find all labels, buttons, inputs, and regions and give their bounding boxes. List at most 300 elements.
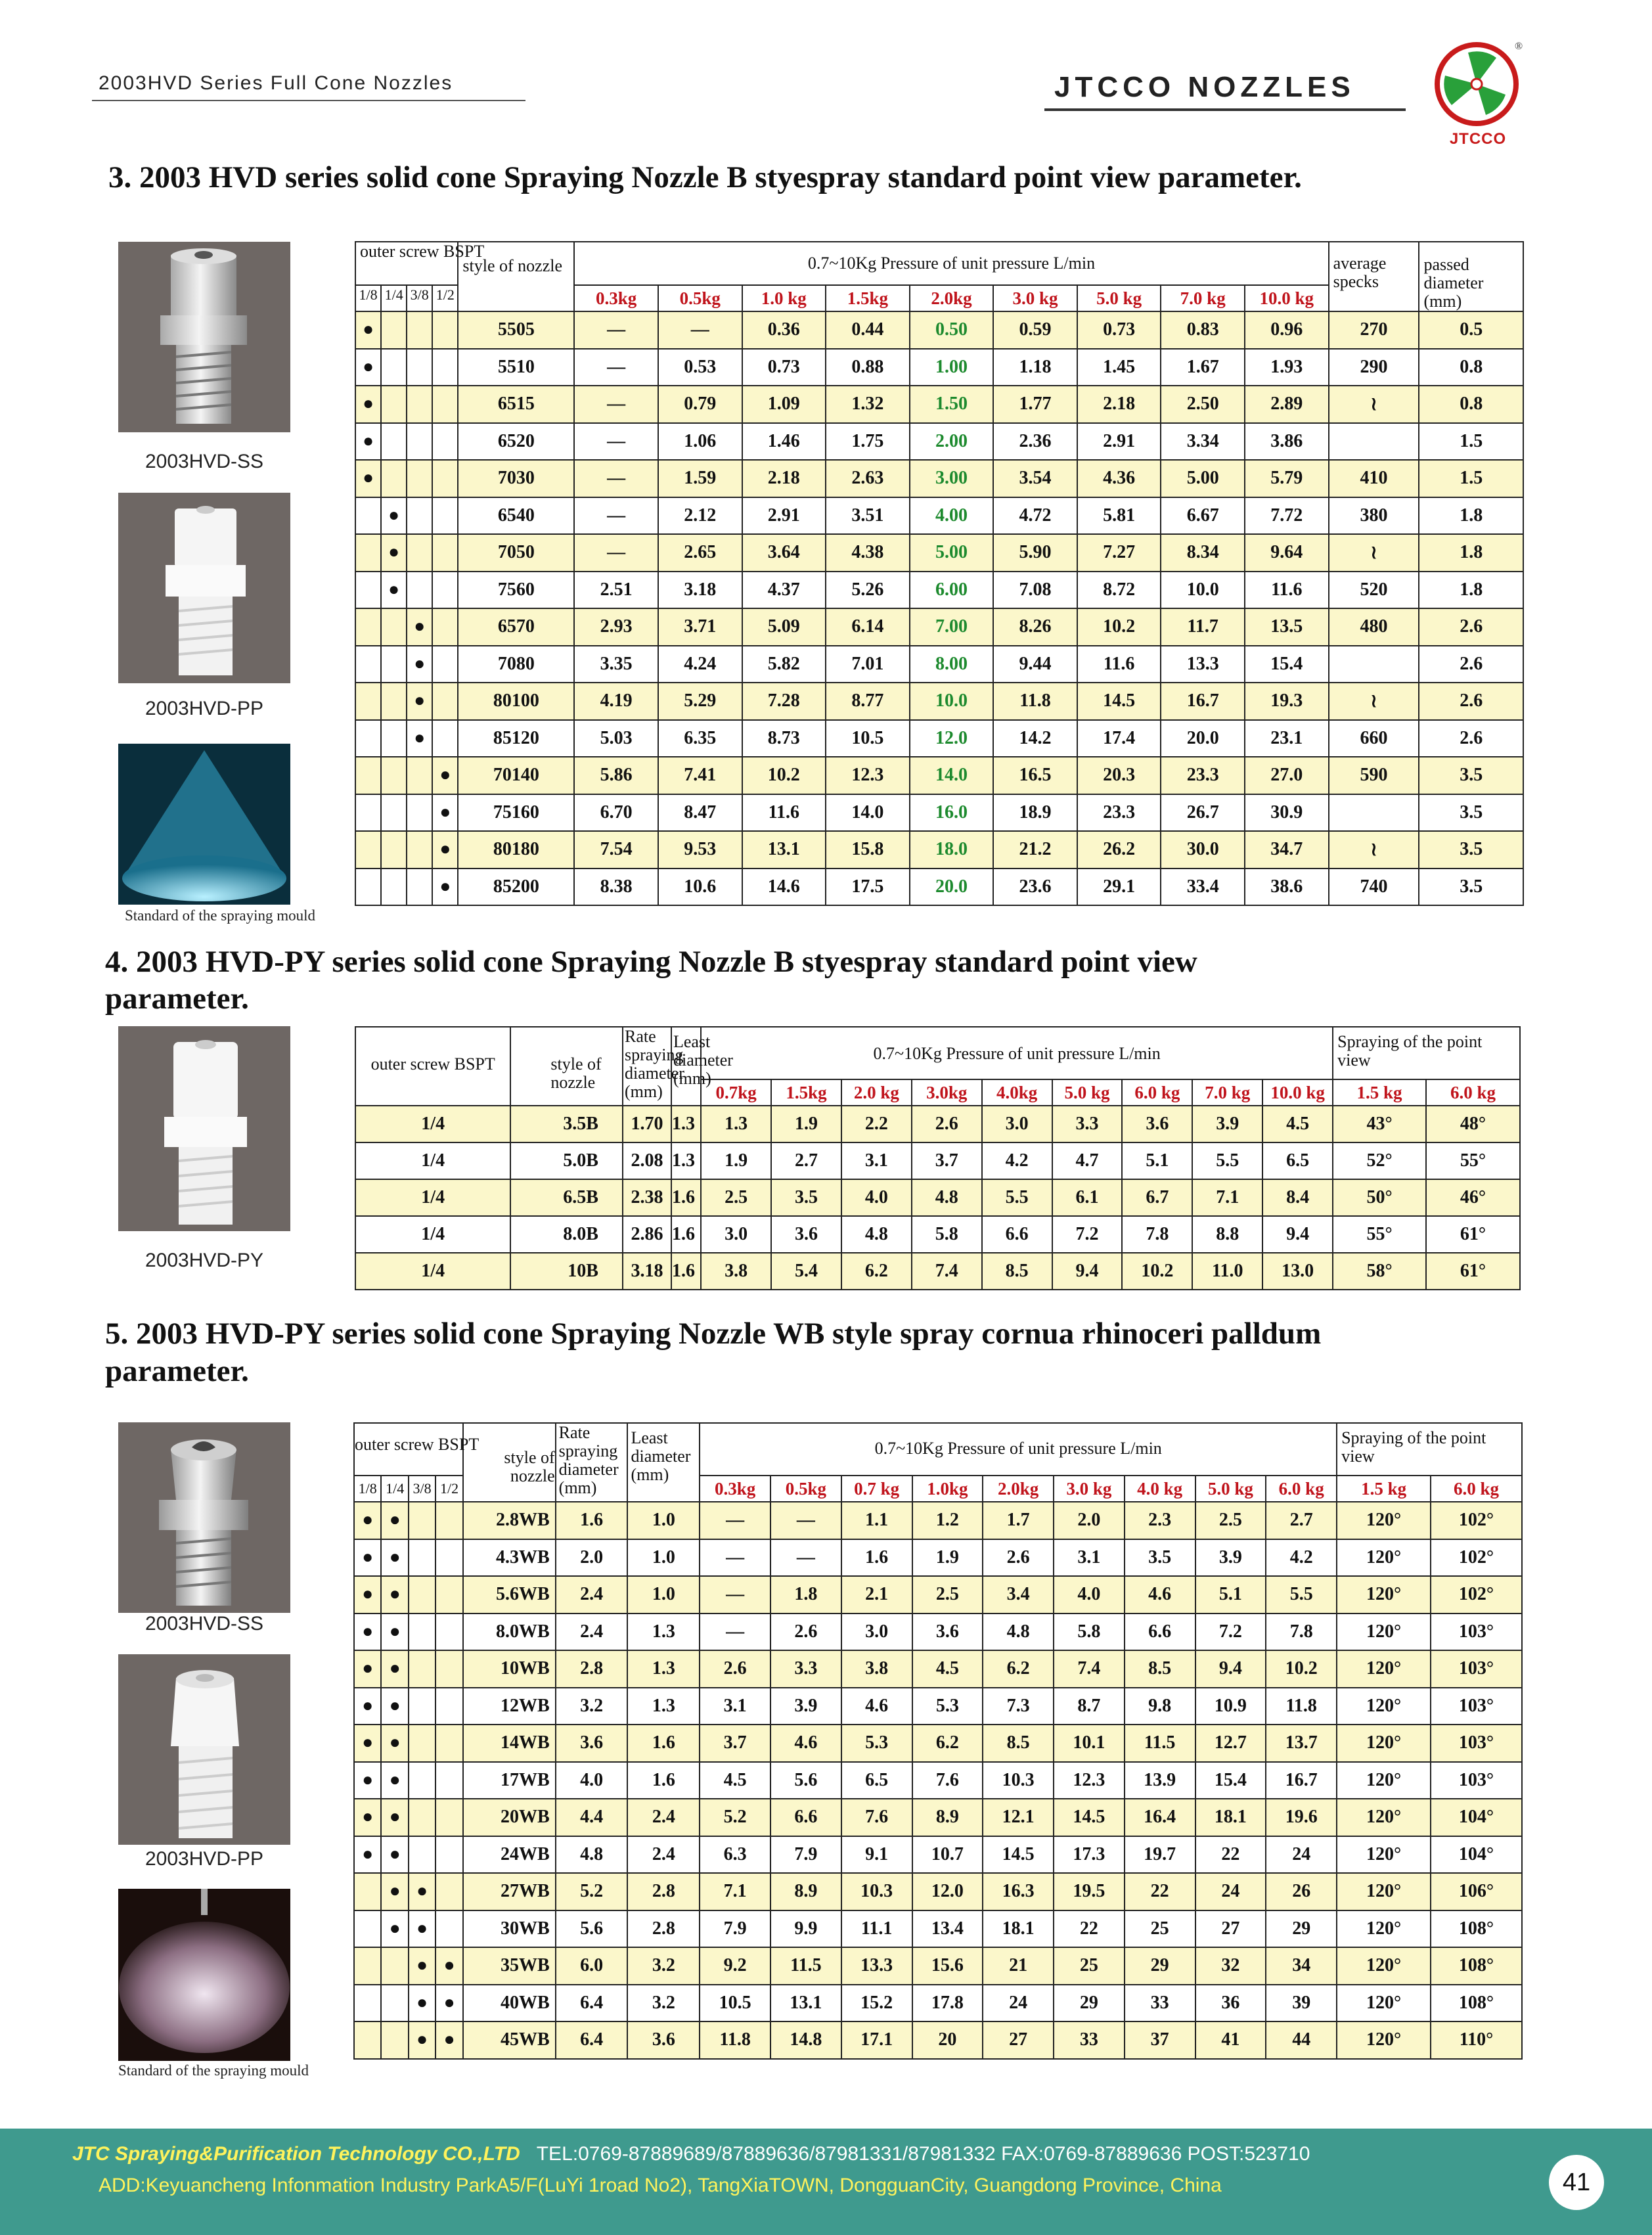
- photo-hvd-ss: [118, 242, 290, 432]
- flow-value-cell: 7.6: [912, 1762, 983, 1799]
- flow-value-cell: —: [700, 1614, 770, 1651]
- h5-size-0: 1/8: [354, 1476, 381, 1502]
- h-style-of-nozzle: style of nozzle: [458, 242, 574, 311]
- flow-value-cell: 2.1: [841, 1576, 912, 1614]
- table-row: [354, 1836, 1522, 1874]
- section3-table: [355, 241, 1524, 906]
- flow-value-cell: 14.5: [983, 1836, 1054, 1874]
- average-specks-cell: 520: [1329, 572, 1419, 609]
- size-dot-cell: ●: [435, 1947, 462, 1985]
- flow-value-cell: 29: [1266, 1910, 1337, 1948]
- flow-value-cell: 15.2: [841, 1985, 912, 2022]
- flow-value-cell: 19.5: [1054, 1873, 1125, 1910]
- size-dot-cell: ●: [435, 2021, 462, 2059]
- caption-hvd-pp: 2003HVD-PP: [145, 698, 264, 719]
- flow-value-cell: —: [574, 534, 658, 572]
- flow-value-cell: 5.1: [1195, 1576, 1266, 1614]
- flow-value-cell: 1.32: [826, 386, 910, 423]
- flow-value-cell: 1.9: [912, 1539, 983, 1577]
- flow-value-cell: 41: [1195, 2021, 1266, 2059]
- flow-value-cell: 5.3: [912, 1688, 983, 1725]
- size-dot-cell: [409, 1539, 435, 1577]
- spray-angle-cell: 108°: [1431, 1910, 1522, 1948]
- flow-value-cell: 9.1: [841, 1836, 912, 1874]
- flow-value-cell: 23.1: [1245, 720, 1329, 757]
- flow-value-cell: 3.34: [1161, 423, 1245, 461]
- flow-value-cell: 1.2: [912, 1502, 983, 1539]
- table-row: [354, 1650, 1522, 1688]
- flow-value-cell: 9.64: [1245, 534, 1329, 572]
- flow-value-cell: 3.18: [658, 572, 742, 609]
- spray-angle-cell: 120°: [1337, 1947, 1431, 1985]
- size-dot-cell: [355, 608, 381, 646]
- size-dot-cell: [409, 1725, 435, 1762]
- flow-value-cell: 23.6: [993, 869, 1077, 906]
- h4-pressure-0: 0.7kg: [701, 1079, 771, 1106]
- nozzle-style-cell: 24WB: [463, 1836, 556, 1874]
- table-row: [355, 757, 1523, 794]
- spray-angle-cell: 103°: [1431, 1614, 1522, 1651]
- flow-value-cell: 8.9: [912, 1799, 983, 1836]
- size-dot-cell: [432, 460, 458, 497]
- table-row: [354, 1799, 1522, 1836]
- section4-title-line2: parameter.: [105, 982, 249, 1016]
- size-dot-cell: [355, 831, 381, 869]
- nozzle-style-cell: 85120: [458, 720, 574, 757]
- least-diameter-cell: 1.0: [627, 1576, 700, 1614]
- nozzle-style-cell: 20WB: [463, 1799, 556, 1836]
- h3-pressure-3: 1.5kg: [826, 285, 910, 311]
- nozzle-style-cell: 2.8WB: [463, 1502, 556, 1539]
- table-row: [354, 1762, 1522, 1799]
- flow-value-cell: 27: [1195, 1910, 1266, 1948]
- flow-value-cell: 4.8: [841, 1216, 912, 1253]
- size-dot-cell: [409, 1762, 435, 1799]
- h3-pressure-4: 2.0kg: [910, 285, 994, 311]
- size-dot-cell: [355, 869, 381, 906]
- h3-size-3: 1/2: [432, 285, 458, 311]
- flow-value-cell: 14.2: [993, 720, 1077, 757]
- flow-value-cell: 3.54: [993, 460, 1077, 497]
- size-dot-cell: [435, 1614, 462, 1651]
- spray-angle-cell: 120°: [1337, 1873, 1431, 1910]
- size-dot-cell: [354, 1910, 381, 1948]
- nozzle-style-cell: 6515: [458, 386, 574, 423]
- table-row: [355, 794, 1523, 832]
- nozzle-style-cell: 85200: [458, 869, 574, 906]
- flow-value-cell: 3.6: [1122, 1106, 1192, 1142]
- flow-value-cell: 3.9: [1192, 1106, 1262, 1142]
- size-dot-cell: ●: [409, 1910, 435, 1948]
- flow-value-cell: 4.6: [841, 1688, 912, 1725]
- flow-value-cell: 16.7: [1266, 1762, 1337, 1799]
- flow-value-cell: 6.00: [910, 572, 994, 609]
- nozzle-style-cell: 45WB: [463, 2021, 556, 2059]
- flow-value-cell: 4.37: [742, 572, 826, 609]
- average-specks-cell: 740: [1329, 869, 1419, 906]
- least-diameter-cell: 2.8: [627, 1910, 700, 1948]
- flow-value-cell: 5.5: [1192, 1142, 1262, 1179]
- size-dot-cell: ●: [409, 1985, 435, 2022]
- h5-size-1: 1/4: [381, 1476, 408, 1502]
- flow-value-cell: 11.7: [1161, 608, 1245, 646]
- flow-value-cell: 5.26: [826, 572, 910, 609]
- h3-pressure-6: 5.0 kg: [1077, 285, 1161, 311]
- spray-angle-cell: 106°: [1431, 1873, 1522, 1910]
- flow-value-cell: 4.2: [1266, 1539, 1337, 1577]
- flow-value-cell: 7.54: [574, 831, 658, 869]
- flow-value-cell: 1.59: [658, 460, 742, 497]
- photo-spray-mould-blue: [118, 744, 290, 905]
- flow-value-cell: 4.2: [982, 1142, 1052, 1179]
- flow-value-cell: 5.5: [1266, 1576, 1337, 1614]
- size-dot-cell: ●: [381, 1502, 408, 1539]
- h3-pressure-2: 1.0 kg: [742, 285, 826, 311]
- size-dot-cell: [354, 2021, 381, 2059]
- size-dot-cell: [381, 794, 407, 832]
- flow-value-cell: 3.7: [700, 1725, 770, 1762]
- flow-value-cell: 9.53: [658, 831, 742, 869]
- flow-value-cell: 7.28: [742, 683, 826, 720]
- flow-value-cell: 6.3: [700, 1836, 770, 1874]
- flow-value-cell: 3.3: [770, 1650, 841, 1688]
- flow-value-cell: 8.5: [983, 1725, 1054, 1762]
- flow-value-cell: 8.77: [826, 683, 910, 720]
- flow-value-cell: 4.36: [1077, 460, 1161, 497]
- flow-value-cell: 4.0: [841, 1179, 912, 1216]
- passed-diameter-cell: 1.8: [1419, 534, 1523, 572]
- size-dot-cell: ●: [354, 1799, 381, 1836]
- flow-value-cell: 5.6: [770, 1762, 841, 1799]
- flow-value-cell: 6.70: [574, 794, 658, 832]
- size-dot-cell: ●: [409, 1947, 435, 1985]
- average-specks-cell: [1329, 794, 1419, 832]
- spray-angle-cell: 55°: [1333, 1216, 1426, 1253]
- rate-diameter-cell: 6.4: [556, 1985, 628, 2022]
- least-diameter-cell: 1.6: [671, 1253, 701, 1290]
- size-dot-cell: [409, 1836, 435, 1874]
- flow-value-cell: 7.9: [770, 1836, 841, 1874]
- size-dot-cell: [381, 1947, 408, 1985]
- spray-angle-cell: 120°: [1337, 1985, 1431, 2022]
- section5-title-line2: parameter.: [105, 1354, 249, 1388]
- table-row: [354, 1947, 1522, 1985]
- average-specks-cell: ≀: [1329, 831, 1419, 869]
- flow-value-cell: 29.1: [1077, 869, 1161, 906]
- photo-hvd-py: [118, 1026, 290, 1231]
- least-diameter-cell: 1.3: [671, 1142, 701, 1179]
- plastic-nozzle-wb-icon: [118, 1654, 290, 1845]
- flow-value-cell: —: [770, 1539, 841, 1577]
- flow-value-cell: 10.2: [1122, 1253, 1192, 1290]
- size-dot-cell: [409, 1650, 435, 1688]
- flow-value-cell: 37: [1125, 2021, 1195, 2059]
- least-diameter-cell: 1.3: [627, 1614, 700, 1651]
- spray-angle-cell: 46°: [1426, 1179, 1520, 1216]
- section3-title: 3. 2003 HVD series solid cone Spraying Nozzle B styespray standard point view parameter.: [108, 160, 1302, 194]
- rate-diameter-cell: 2.38: [623, 1179, 671, 1216]
- nozzle-style-cell: 75160: [458, 794, 574, 832]
- flow-value-cell: 17.5: [826, 869, 910, 906]
- flow-value-cell: 3.5: [1125, 1539, 1195, 1577]
- nozzle-style-cell: 10WB: [463, 1650, 556, 1688]
- least-diameter-cell: 1.6: [627, 1725, 700, 1762]
- size-dot-cell: [355, 534, 381, 572]
- flow-value-cell: 2.00: [910, 423, 994, 461]
- flow-value-cell: 1.77: [993, 386, 1077, 423]
- flow-value-cell: 23.3: [1077, 794, 1161, 832]
- flow-value-cell: 12.7: [1195, 1725, 1266, 1762]
- size-dot-cell: ●: [381, 1910, 408, 1948]
- jtcco-logo: [1432, 39, 1524, 151]
- photo-hvd-pp-2: [118, 1654, 290, 1845]
- flow-value-cell: 18.1: [983, 1910, 1054, 1948]
- nozzle-style-cell: 6520: [458, 423, 574, 461]
- table-row: [355, 720, 1523, 757]
- flow-value-cell: 0.73: [742, 349, 826, 386]
- flow-value-cell: 7.6: [841, 1799, 912, 1836]
- h4-pressure-3: 3.0kg: [912, 1079, 982, 1106]
- flow-value-cell: 1.3: [701, 1106, 771, 1142]
- flow-value-cell: 22: [1054, 1910, 1125, 1948]
- table-row: [354, 1910, 1522, 1948]
- nozzle-style-cell: 6570: [458, 608, 574, 646]
- nozzle-style-cell: 5505: [458, 311, 574, 349]
- flow-value-cell: 9.9: [770, 1910, 841, 1948]
- rate-diameter-cell: 4.4: [556, 1799, 628, 1836]
- flow-value-cell: 1.46: [742, 423, 826, 461]
- flow-value-cell: 6.67: [1161, 497, 1245, 535]
- flow-value-cell: 12.1: [983, 1799, 1054, 1836]
- size-dot-cell: [407, 869, 432, 906]
- flow-value-cell: 11.6: [1245, 572, 1329, 609]
- flow-value-cell: 21.2: [993, 831, 1077, 869]
- flow-value-cell: 10.2: [742, 757, 826, 794]
- size-dot-cell: [435, 1762, 462, 1799]
- flow-value-cell: 8.9: [770, 1873, 841, 1910]
- flow-value-cell: 14.5: [1077, 683, 1161, 720]
- flow-value-cell: 26.7: [1161, 794, 1245, 832]
- flow-value-cell: 13.5: [1245, 608, 1329, 646]
- size-dot-cell: [432, 311, 458, 349]
- outer-screw-cell: 1/4: [355, 1106, 510, 1142]
- flow-value-cell: 10.3: [983, 1762, 1054, 1799]
- flow-value-cell: 20.0: [910, 869, 994, 906]
- average-specks-cell: ≀: [1329, 534, 1419, 572]
- h4-rate-spraying-diameter: Rate spraying diameter (mm): [623, 1027, 671, 1106]
- flow-value-cell: 4.8: [912, 1179, 982, 1216]
- footer-line1: [72, 2143, 1310, 2165]
- h5-size-2: 3/8: [409, 1476, 435, 1502]
- flow-value-cell: 13.9: [1125, 1762, 1195, 1799]
- size-dot-cell: [355, 794, 381, 832]
- size-dot-cell: ●: [432, 794, 458, 832]
- flow-value-cell: 15.4: [1195, 1762, 1266, 1799]
- flow-value-cell: 9.8: [1125, 1688, 1195, 1725]
- size-dot-cell: [435, 1799, 462, 1836]
- section5-table: [353, 1422, 1523, 2060]
- flow-value-cell: 1.75: [826, 423, 910, 461]
- flow-value-cell: 20.3: [1077, 757, 1161, 794]
- spray-angle-cell: 120°: [1337, 1576, 1431, 1614]
- size-dot-cell: [381, 646, 407, 683]
- size-dot-cell: [381, 349, 407, 386]
- size-dot-cell: [354, 1873, 381, 1910]
- flow-value-cell: 7.27: [1077, 534, 1161, 572]
- flow-value-cell: 6.5: [1262, 1142, 1333, 1179]
- logo-text: JTCCO: [1449, 130, 1507, 148]
- passed-diameter-cell: 3.5: [1419, 794, 1523, 832]
- flow-value-cell: 4.38: [826, 534, 910, 572]
- size-dot-cell: ●: [381, 1873, 408, 1910]
- flow-value-cell: 10.7: [912, 1836, 983, 1874]
- h5-style-of-nozzle: style of nozzle: [463, 1423, 556, 1502]
- flow-value-cell: 4.7: [1052, 1142, 1123, 1179]
- flow-value-cell: 4.6: [770, 1725, 841, 1762]
- flow-value-cell: 3.0: [701, 1216, 771, 1253]
- flow-value-cell: —: [700, 1539, 770, 1577]
- table-row: [355, 1253, 1520, 1290]
- h5-pressure-1: 0.5kg: [770, 1476, 841, 1502]
- flow-value-cell: 6.2: [912, 1725, 983, 1762]
- flow-value-cell: 25: [1125, 1910, 1195, 1948]
- photo-hvd-ss-2: [118, 1422, 290, 1613]
- h3-size-0: 1/8: [355, 285, 381, 311]
- flow-value-cell: 5.81: [1077, 497, 1161, 535]
- rate-diameter-cell: 3.2: [556, 1688, 628, 1725]
- nozzle-style-cell: 35WB: [463, 1947, 556, 1985]
- flow-value-cell: 2.93: [574, 608, 658, 646]
- rate-diameter-cell: 2.4: [556, 1614, 628, 1651]
- flow-value-cell: 11.1: [841, 1910, 912, 1948]
- size-dot-cell: [435, 1836, 462, 1874]
- size-dot-cell: [355, 572, 381, 609]
- flow-value-cell: 3.1: [1054, 1539, 1125, 1577]
- nozzle-style-cell: 30WB: [463, 1910, 556, 1948]
- flow-value-cell: 11.6: [1077, 646, 1161, 683]
- caption-hvd-py: 2003HVD-PY: [145, 1250, 264, 1271]
- flow-value-cell: 13.7: [1266, 1725, 1337, 1762]
- caption-hvd-ss-2: 2003HVD-SS: [145, 1613, 264, 1635]
- flow-value-cell: 10.3: [841, 1873, 912, 1910]
- flow-value-cell: 11.6: [742, 794, 826, 832]
- footer-company: JTC Spraying&Purification Technology CO.,LTD: [72, 2143, 520, 2165]
- flow-value-cell: 8.34: [1161, 534, 1245, 572]
- table-row: [355, 1216, 1520, 1253]
- flow-value-cell: 1.06: [658, 423, 742, 461]
- passed-diameter-cell: 3.5: [1419, 831, 1523, 869]
- flow-value-cell: 5.8: [1054, 1614, 1125, 1651]
- h4-angle-1: 6.0 kg: [1426, 1079, 1520, 1106]
- size-dot-cell: ●: [354, 1688, 381, 1725]
- flow-value-cell: 8.4: [1262, 1179, 1333, 1216]
- spray-angle-cell: 120°: [1337, 1688, 1431, 1725]
- size-dot-cell: [435, 1650, 462, 1688]
- section4-table: [355, 1026, 1521, 1290]
- size-dot-cell: ●: [354, 1650, 381, 1688]
- spray-angle-cell: 120°: [1337, 1502, 1431, 1539]
- table-row: [354, 1873, 1522, 1910]
- size-dot-cell: [432, 646, 458, 683]
- flow-value-cell: 34: [1266, 1947, 1337, 1985]
- flow-value-cell: 17.3: [1054, 1836, 1125, 1874]
- size-dot-cell: [381, 423, 407, 461]
- size-dot-cell: ●: [407, 608, 432, 646]
- flow-value-cell: 2.12: [658, 497, 742, 535]
- size-dot-cell: ●: [354, 1836, 381, 1874]
- flow-value-cell: 0.73: [1077, 311, 1161, 349]
- size-dot-cell: ●: [381, 1688, 408, 1725]
- spray-angle-cell: 103°: [1431, 1688, 1522, 1725]
- flow-value-cell: 3.6: [771, 1216, 841, 1253]
- flow-value-cell: 1.8: [770, 1576, 841, 1614]
- brand-title: JTCCO NOZZLES: [1054, 71, 1355, 103]
- header-rule-right: [1044, 108, 1406, 111]
- photo-spray-mould-white: [118, 1889, 290, 2061]
- plastic-nozzle-py-icon: [118, 1026, 290, 1231]
- size-dot-cell: [381, 683, 407, 720]
- flow-value-cell: 7.00: [910, 608, 994, 646]
- h5-angle-1: 6.0 kg: [1431, 1476, 1522, 1502]
- flow-value-cell: 6.7: [1122, 1179, 1192, 1216]
- flow-value-cell: —: [574, 386, 658, 423]
- h4-pressure: 0.7~10Kg Pressure of unit pressure L/min: [701, 1027, 1333, 1079]
- h5-size-3: 1/2: [435, 1476, 462, 1502]
- flow-value-cell: 6.35: [658, 720, 742, 757]
- size-dot-cell: [432, 349, 458, 386]
- size-dot-cell: [435, 1725, 462, 1762]
- size-dot-cell: ●: [381, 1539, 408, 1577]
- caption-spray-mould-2: Standard of the spraying mould: [118, 2062, 309, 2079]
- flow-value-cell: 7.08: [993, 572, 1077, 609]
- flow-value-cell: 3.6: [912, 1614, 983, 1651]
- flow-value-cell: 5.82: [742, 646, 826, 683]
- flow-value-cell: 4.24: [658, 646, 742, 683]
- flow-value-cell: 7.01: [826, 646, 910, 683]
- h4-pressure-4: 4.0kg: [982, 1079, 1052, 1106]
- flow-value-cell: 8.47: [658, 794, 742, 832]
- spray-cone-icon: [118, 744, 290, 905]
- size-dot-cell: [432, 683, 458, 720]
- nozzle-style-cell: 7560: [458, 572, 574, 609]
- flow-value-cell: 10.5: [700, 1985, 770, 2022]
- size-dot-cell: [407, 386, 432, 423]
- h5-pressure-5: 3.0 kg: [1054, 1476, 1125, 1502]
- flow-value-cell: 15.4: [1245, 646, 1329, 683]
- nozzle-style-cell: 5.6WB: [463, 1576, 556, 1614]
- h4-pressure-1: 1.5kg: [771, 1079, 841, 1106]
- flow-value-cell: 3.0: [841, 1614, 912, 1651]
- flow-value-cell: 33: [1054, 2021, 1125, 2059]
- table-row: [355, 1179, 1520, 1216]
- flow-value-cell: 5.86: [574, 757, 658, 794]
- h5-pressure-0: 0.3kg: [700, 1476, 770, 1502]
- flow-value-cell: 20.0: [1161, 720, 1245, 757]
- flow-value-cell: 20: [912, 2021, 983, 2059]
- flow-value-cell: 4.5: [912, 1650, 983, 1688]
- nozzle-style-cell: 6540: [458, 497, 574, 535]
- rate-diameter-cell: 3.18: [623, 1253, 671, 1290]
- rate-diameter-cell: 6.4: [556, 2021, 628, 2059]
- least-diameter-cell: 1.3: [671, 1106, 701, 1142]
- flow-value-cell: 14.0: [826, 794, 910, 832]
- nozzle-style-cell: 40WB: [463, 1985, 556, 2022]
- flow-value-cell: 3.35: [574, 646, 658, 683]
- size-dot-cell: [407, 497, 432, 535]
- size-dot-cell: ●: [381, 534, 407, 572]
- passed-diameter-cell: 1.5: [1419, 423, 1523, 461]
- average-specks-cell: 590: [1329, 757, 1419, 794]
